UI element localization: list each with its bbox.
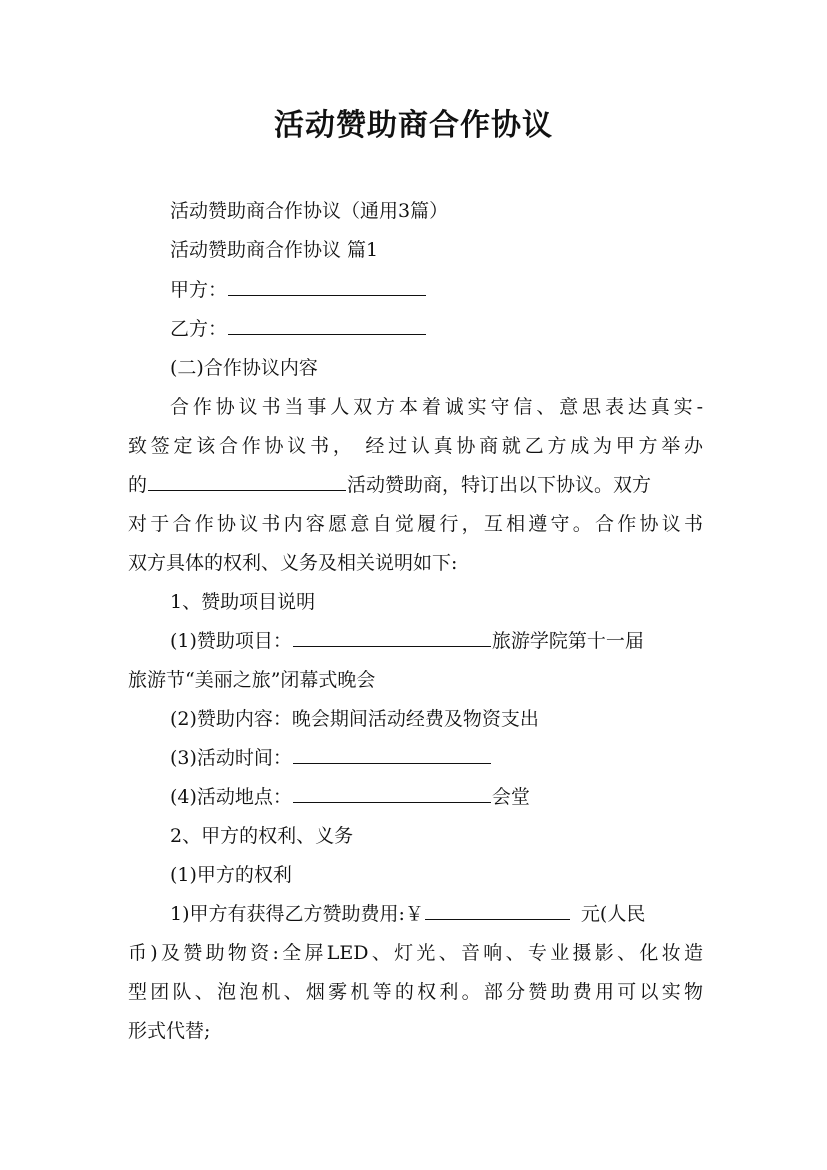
doc-line-subtitle: 活动赞助商合作协议（通用3篇）	[170, 200, 449, 222]
party-a-label: 甲方：	[170, 279, 228, 301]
item-3-label: (3)活动时间：	[170, 747, 292, 769]
item-4-text: 会堂	[491, 786, 530, 808]
doc-paragraph-line: 合作协议书当事人双方本着诚实守信、意思表达真实-	[170, 396, 703, 418]
doc-paragraph-line: 形式代替;	[128, 1020, 211, 1042]
right-1-unit: 元(人民	[580, 903, 646, 925]
party-b-label: 乙方：	[170, 318, 228, 340]
doc-paragraph-line: 币)及赞助物资:全屏LED、灯光、音响、专业摄影、化妆造	[128, 942, 703, 964]
doc-line-right-1	[170, 895, 703, 933]
doc-line-item-1	[170, 622, 703, 660]
paragraph-text: 的	[128, 474, 148, 496]
doc-paragraph-line: 对于合作协议书内容愿意自觉履行，互相遵守。合作协议书	[128, 513, 703, 535]
item-1-text: 旅游学院第十一届	[491, 630, 644, 652]
document-title: 活动赞助商合作协议	[274, 108, 553, 143]
doc-line-party-a	[170, 271, 703, 309]
doc-line-contents-heading: (二)合作协议内容	[170, 357, 318, 379]
party-b-blank	[228, 316, 426, 335]
amount-blank	[425, 901, 570, 920]
right-1-text: 1)甲方有获得乙方赞助费用:￥	[170, 903, 424, 925]
item-1-label: (1)赞助项目：	[170, 630, 292, 652]
doc-line-subsection: (1)甲方的权利	[170, 864, 292, 886]
doc-line-item-2: (2)赞助内容：晚会期间活动经费及物资支出	[170, 708, 539, 730]
doc-line-section-heading: 活动赞助商合作协议 篇1	[170, 239, 379, 261]
doc-line-item-3	[170, 739, 703, 777]
doc-paragraph-line: 致签定该合作协议书， 经过认真协商就乙方成为甲方举办	[128, 435, 703, 457]
doc-line-item-4	[170, 778, 703, 816]
doc-line-section-1: 1、赞助项目说明	[170, 591, 316, 613]
item-3-blank	[293, 745, 491, 764]
doc-line-section-2: 2、甲方的权利、义务	[170, 825, 354, 847]
doc-line-party-b	[170, 310, 703, 348]
item-4-blank	[293, 784, 491, 803]
doc-paragraph-line: 旅游节“美丽之旅”闭幕式晚会	[128, 669, 376, 691]
party-a-blank	[228, 277, 426, 296]
item-1-blank	[293, 628, 491, 647]
doc-paragraph-line	[128, 466, 703, 504]
doc-paragraph-line: 双方具体的权利、义务及相关说明如下:	[128, 552, 458, 574]
doc-paragraph-line: 型团队、泡泡机、烟雾机等的权利。部分赞助费用可以实物	[128, 981, 703, 1003]
sponsor-name-blank	[148, 472, 346, 491]
paragraph-text: 活动赞助商，特订出以下协议。双方	[347, 474, 652, 496]
item-4-label: (4)活动地点：	[170, 786, 292, 808]
